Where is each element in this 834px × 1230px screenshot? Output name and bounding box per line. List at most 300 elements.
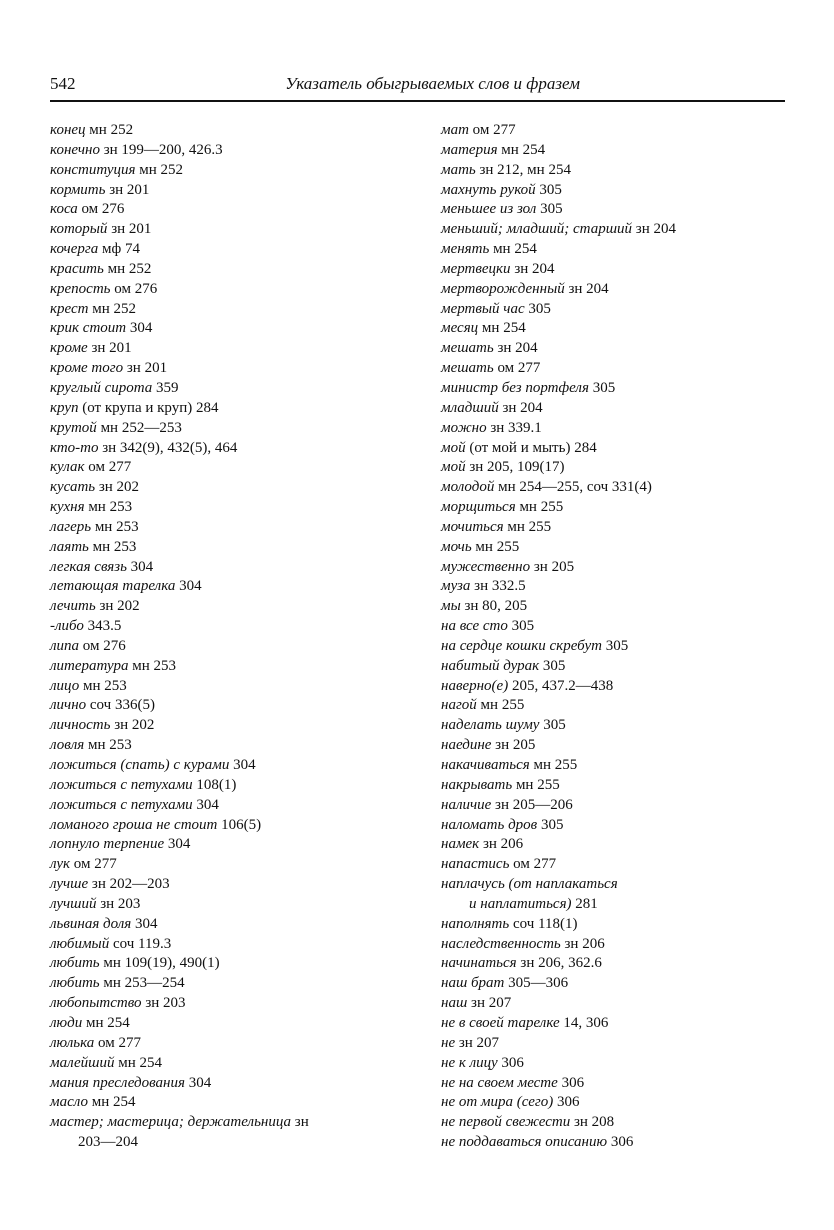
index-refs: зн (291, 1114, 309, 1131)
index-entry (50, 657, 380, 677)
index-entry (50, 974, 380, 994)
index-term: мертвый час (441, 300, 525, 317)
index-entry (441, 835, 786, 855)
index-refs: зн 332.5 (470, 578, 526, 595)
index-term: ложиться (спать) с курами (50, 757, 230, 773)
index-term: люди (50, 1014, 83, 1031)
index-refs: мн 253 (88, 538, 137, 555)
index-refs: мн 255 (476, 697, 525, 714)
index-term: мертворожденный (441, 280, 565, 297)
index-refs: мн 254 (489, 241, 537, 258)
index-term: наполнять (441, 915, 510, 932)
index-term: который (50, 221, 108, 238)
index-column-right (441, 121, 786, 1153)
index-entry (441, 1074, 786, 1094)
index-refs: (от мой и мыть) 284 (465, 439, 597, 456)
index-refs: мн 252 (85, 122, 134, 138)
index-term: липа (50, 637, 80, 654)
index-entry (441, 498, 786, 518)
index-term: львиная доля (50, 915, 132, 932)
index-entry (50, 796, 380, 816)
index-entry (441, 736, 786, 756)
index-entry (441, 439, 786, 459)
index-term: и наплатиться) (469, 895, 572, 912)
index-term: меньший; младший; старший (441, 221, 633, 238)
index-entry (50, 558, 380, 578)
index-term: красить (50, 260, 104, 277)
index-entry (441, 954, 786, 974)
index-term: круп (50, 399, 79, 416)
index-term: не к лицу (441, 1054, 498, 1071)
index-term: накачиваться (441, 757, 530, 773)
index-entry (441, 339, 786, 359)
index-term: ловля (50, 737, 85, 754)
index-entry (441, 280, 786, 300)
index-term: ложиться с петухами (50, 776, 193, 793)
index-term: легкая связь (50, 558, 127, 575)
index-term: крик стоит (50, 320, 127, 337)
index-term: мочиться (441, 518, 504, 535)
index-refs: ом 277 (94, 1034, 141, 1051)
index-term: любопытство (50, 995, 142, 1012)
index-term: мой (441, 439, 466, 456)
index-entry (441, 319, 786, 339)
index-term: можно (441, 419, 487, 436)
index-refs: мн 252—253 (96, 419, 182, 436)
index-term: наследственность (441, 935, 561, 952)
index-refs: ом 277 (509, 856, 557, 873)
page-header (50, 74, 785, 100)
index-entry (50, 716, 380, 736)
index-term: лучший (50, 895, 97, 912)
index-entry (441, 1034, 786, 1054)
index-refs: зн 202 (95, 598, 140, 615)
index-entry (441, 577, 786, 597)
index-entry (50, 1093, 380, 1113)
index-entry (441, 379, 786, 399)
index-refs: зн 80, 205 (460, 598, 528, 615)
index-entry (50, 577, 380, 597)
index-entry (50, 419, 380, 439)
index-entry (50, 478, 380, 498)
index-term: -либо (50, 618, 84, 635)
index-term: летающая тарелка (50, 578, 176, 595)
index-term: махнуть рукой (441, 181, 536, 198)
index-refs: мн 253 (128, 657, 176, 674)
index-refs: зн 204 (493, 340, 538, 357)
index-refs: мн 255 (515, 499, 564, 516)
index-term: менять (441, 241, 490, 258)
index-entry (441, 756, 786, 776)
index-term: меньшее из зол (441, 201, 537, 218)
index-entry (441, 776, 786, 796)
index-entry (441, 359, 786, 379)
index-refs: зн 201 (107, 221, 152, 238)
index-entry (441, 181, 786, 201)
index-refs: мн 253 (84, 737, 132, 754)
index-refs: зн 202—203 (88, 876, 170, 893)
index-refs: зн 202 (95, 479, 140, 496)
index-entry (50, 756, 380, 776)
index-refs: 304 (229, 757, 256, 773)
index-entry (50, 597, 380, 617)
index-refs: 203—204 (78, 1134, 138, 1151)
index-refs: мн 252 (88, 300, 136, 317)
index-term: не от мира (сего) (441, 1094, 554, 1111)
index-term: наличие (441, 796, 492, 813)
index-refs: 306 (557, 1074, 585, 1091)
index-entry (50, 816, 380, 836)
index-term: кроме того (50, 360, 124, 377)
index-entry (50, 835, 380, 855)
index-refs: мн 255 (503, 518, 552, 535)
index-term: лично (50, 697, 87, 714)
index-entry (50, 359, 380, 379)
index-term: наш брат (441, 975, 505, 992)
index-refs: 306 (553, 1094, 580, 1111)
index-term: любить (50, 975, 100, 992)
index-entry (441, 1133, 786, 1153)
index-refs: зн 207 (467, 995, 512, 1012)
index-entry (441, 716, 786, 736)
page-number: 542 (50, 74, 76, 93)
index-entry (50, 161, 380, 181)
index-refs: мн 254 (497, 141, 546, 158)
index-entry (441, 1113, 786, 1133)
index-entry (50, 1014, 380, 1034)
index-entry (50, 319, 380, 339)
index-entry (441, 300, 786, 320)
index-refs: мн 254 (114, 1054, 162, 1071)
index-entry (441, 478, 786, 498)
index-term: мертвецки (441, 260, 511, 277)
index-entry (50, 260, 380, 280)
index-refs: 306 (607, 1134, 634, 1151)
index-entry (441, 895, 786, 915)
index-entry (441, 1014, 786, 1034)
index-refs: ом 276 (79, 637, 126, 654)
index-refs: зн 202 (110, 717, 155, 734)
index-term: лопнуло терпение (50, 836, 165, 853)
index-refs: зн 203 (96, 895, 141, 912)
index-term: лагерь (50, 518, 92, 535)
index-term: кормить (50, 181, 106, 198)
index-refs: зн 203 (141, 995, 186, 1012)
index-entry (441, 121, 786, 141)
index-refs: зн 201 (123, 360, 168, 377)
index-term: малейший (50, 1054, 115, 1071)
index-term: министр без портфеля (441, 379, 589, 396)
index-term: младший (441, 399, 499, 416)
index-refs: 106(5) (217, 816, 262, 833)
index-entry (441, 816, 786, 836)
index-refs: зн 206 (560, 935, 605, 952)
index-entry (441, 796, 786, 816)
index-entry (50, 300, 380, 320)
index-term: мешать (441, 340, 494, 357)
index-entry (50, 538, 380, 558)
index-refs: 306 (497, 1054, 524, 1071)
index-entry (50, 855, 380, 875)
index-entry (50, 240, 380, 260)
index-term: месяц (441, 320, 479, 337)
index-refs: 305 (536, 201, 563, 218)
index-refs: ом 277 (70, 856, 117, 873)
index-column-left (50, 121, 380, 1153)
index-entry (50, 1113, 380, 1133)
index-term: мешать (441, 360, 494, 377)
index-term: мужественно (441, 558, 531, 575)
index-entry (50, 1133, 380, 1153)
index-entry (50, 200, 380, 220)
index-refs: 304 (164, 836, 191, 853)
index-refs: 205, 437.2—438 (508, 677, 614, 694)
index-entry (441, 915, 786, 935)
index-entry (50, 776, 380, 796)
index-term: на сердце кошки скребут (441, 637, 602, 654)
index-entry (441, 419, 786, 439)
index-term: любимый (50, 935, 110, 952)
index-entry (50, 696, 380, 716)
index-refs: мн 253 (84, 499, 133, 516)
index-refs: 305—306 (504, 975, 569, 992)
index-term: люлька (50, 1034, 95, 1051)
index-refs: 359 (152, 379, 179, 396)
index-refs: 305 (602, 637, 629, 654)
index-term: набитый дурак (441, 657, 540, 674)
index-term: не на своем месте (441, 1074, 558, 1091)
index-refs: мн 252 (103, 260, 152, 277)
index-entry (50, 280, 380, 300)
index-term: круглый сирота (50, 379, 153, 396)
index-term: личность (50, 717, 111, 734)
index-term: морщиться (441, 499, 516, 516)
index-term: лучше (50, 876, 89, 893)
index-entry (441, 637, 786, 657)
index-refs: мн 252 (135, 161, 183, 178)
index-refs: мн 254 (478, 320, 526, 337)
index-term: кулак (50, 459, 85, 476)
index-refs: соч 336(5) (86, 697, 155, 714)
index-entry (441, 518, 786, 538)
index-term: наедине (441, 737, 492, 754)
index-entry (441, 240, 786, 260)
index-refs: зн 204 (510, 260, 555, 277)
index-term: не поддаваться описанию (441, 1134, 608, 1151)
running-title: Указатель обыгрываемых слов и фразем (285, 74, 580, 93)
index-entry (50, 458, 380, 478)
index-refs: зн 342(9), 432(5), 464 (98, 439, 238, 456)
index-term: накрывать (441, 776, 513, 793)
index-entry (50, 220, 380, 240)
index-refs: мн 254—255, соч 331(4) (494, 479, 652, 496)
index-term: ложиться с петухами (50, 796, 193, 813)
index-entry (441, 1093, 786, 1113)
index-entry (50, 181, 380, 201)
index-term: лечить (50, 598, 96, 615)
index-entry (441, 855, 786, 875)
index-entry (50, 141, 380, 161)
index-entry (441, 1054, 786, 1074)
index-refs: 305 (588, 379, 616, 396)
index-term: муза (441, 578, 471, 595)
index-entry (50, 399, 380, 419)
index-entry (50, 339, 380, 359)
index-entry (441, 161, 786, 181)
index-term: конституция (50, 161, 136, 178)
index-entry (50, 895, 380, 915)
index-term: на все сто (441, 618, 508, 635)
index-refs: зн 206, 362.6 (516, 955, 602, 972)
index-term: любить (50, 955, 100, 972)
index-term: не в своей тарелке (441, 1014, 560, 1031)
index-entry (50, 498, 380, 518)
index-term: мой (441, 459, 466, 476)
index-term: наплачусь (от наплакаться (441, 876, 618, 893)
index-entry (441, 538, 786, 558)
index-entry (441, 875, 786, 895)
index-entry (50, 915, 380, 935)
header-rule (50, 100, 785, 102)
index-refs: ом 277 (468, 122, 516, 138)
index-refs: зн 207 (455, 1034, 500, 1051)
index-term: ломаного гроша не стоит (50, 816, 218, 833)
index-refs: мн 253—254 (99, 975, 185, 992)
index-refs: зн 199—200, 426.3 (99, 141, 223, 158)
index-term: конец (50, 122, 86, 138)
index-term: лицо (50, 677, 80, 694)
index-term: материя (441, 141, 498, 158)
index-entry (441, 260, 786, 280)
index-entry (50, 637, 380, 657)
index-refs: мн 255 (512, 776, 560, 793)
index-term: лук (50, 856, 71, 873)
index-term: крест (50, 300, 89, 317)
index-term: кто-то (50, 439, 99, 456)
index-entry (441, 220, 786, 240)
index-refs: 304 (131, 915, 158, 932)
index-refs: 281 (571, 895, 598, 912)
index-entry (441, 617, 786, 637)
index-entry (441, 974, 786, 994)
index-refs: 305 (537, 816, 564, 833)
index-refs: мн 253 (79, 677, 127, 694)
index-refs: 305 (524, 300, 551, 317)
index-refs: ом 277 (84, 459, 132, 476)
index-entry (50, 1034, 380, 1054)
index-refs: зн 204 (632, 221, 676, 238)
index-entry (50, 677, 380, 697)
index-refs: 304 (175, 578, 202, 595)
index-term: молодой (441, 479, 495, 496)
index-refs: зн 208 (570, 1114, 615, 1131)
index-entry (50, 379, 380, 399)
index-term: крепость (50, 280, 111, 297)
index-refs: мн 255 (471, 538, 520, 555)
index-entry (50, 1074, 380, 1094)
index-refs: 304 (126, 320, 153, 337)
index-refs: зн 206 (479, 836, 524, 853)
index-refs: зн 212, мн 254 (475, 161, 571, 178)
index-refs: зн 204 (564, 280, 609, 297)
index-refs: зн 201 (87, 340, 132, 357)
index-refs: соч 119.3 (109, 935, 172, 952)
index-term: намек (441, 836, 480, 853)
index-refs: ом 276 (77, 201, 125, 218)
index-refs: мф 74 (98, 241, 140, 258)
index-refs: ом 277 (493, 360, 541, 377)
index-entry (441, 696, 786, 716)
index-refs: мн 255 (529, 757, 578, 773)
index-entry (50, 736, 380, 756)
index-entry (50, 439, 380, 459)
index-entry (50, 1054, 380, 1074)
index-refs: мн 254 (87, 1094, 136, 1111)
index-term: кочерга (50, 241, 99, 258)
index-term: не первой свежести (441, 1114, 571, 1131)
index-term: наш (441, 995, 468, 1012)
index-refs: 343.5 (83, 618, 122, 635)
index-refs: 305 (507, 618, 535, 635)
index-entry (50, 121, 380, 141)
index-term: коса (50, 201, 78, 218)
index-term: нагой (441, 697, 477, 714)
index-entry (441, 994, 786, 1014)
index-term: кухня (50, 499, 85, 516)
index-refs: 304 (184, 1074, 212, 1091)
index-refs: 108(1) (192, 776, 237, 793)
index-entry (50, 994, 380, 1014)
index-refs: мн 254 (82, 1014, 130, 1031)
index-term: начинаться (441, 955, 517, 972)
index-entry (441, 458, 786, 478)
index-term: масло (50, 1094, 88, 1111)
index-refs: ом 276 (110, 280, 158, 297)
index-refs: мн 109(19), 490(1) (99, 955, 220, 972)
index-term: крутой (50, 419, 97, 436)
index-entry (50, 954, 380, 974)
index-refs: 305 (535, 181, 562, 198)
index-term: напастись (441, 856, 510, 873)
index-entry (441, 935, 786, 955)
index-refs: 305 (539, 717, 566, 734)
index-refs: зн 205 (491, 737, 536, 754)
index-entry (441, 597, 786, 617)
index-term: литература (50, 657, 129, 674)
index-term: лаять (50, 538, 89, 555)
index-term: не (441, 1034, 456, 1051)
index-refs: 304 (192, 796, 219, 813)
index-term: мат (441, 122, 469, 138)
index-refs: 304 (126, 558, 154, 575)
index-term: наделать шуму (441, 717, 540, 734)
index-entry (50, 617, 380, 637)
index-refs: 14, 306 (559, 1014, 609, 1031)
index-refs: зн 205 (530, 558, 575, 575)
index-refs: соч 118(1) (509, 915, 578, 932)
index-term: наверно(е) (441, 677, 509, 694)
index-refs: 305 (539, 657, 566, 674)
index-refs: зн 205, 109(17) (465, 459, 565, 476)
index-term: наломать дров (441, 816, 538, 833)
index-term: мочь (441, 538, 472, 555)
index-term: мастер; мастерица; держательница (50, 1114, 292, 1131)
index-term: конечно (50, 141, 100, 158)
index-term: мать (441, 161, 476, 178)
index-term: мания преследования (50, 1074, 185, 1091)
index-refs: мн 253 (91, 518, 139, 535)
index-refs: зн 339.1 (486, 419, 542, 436)
